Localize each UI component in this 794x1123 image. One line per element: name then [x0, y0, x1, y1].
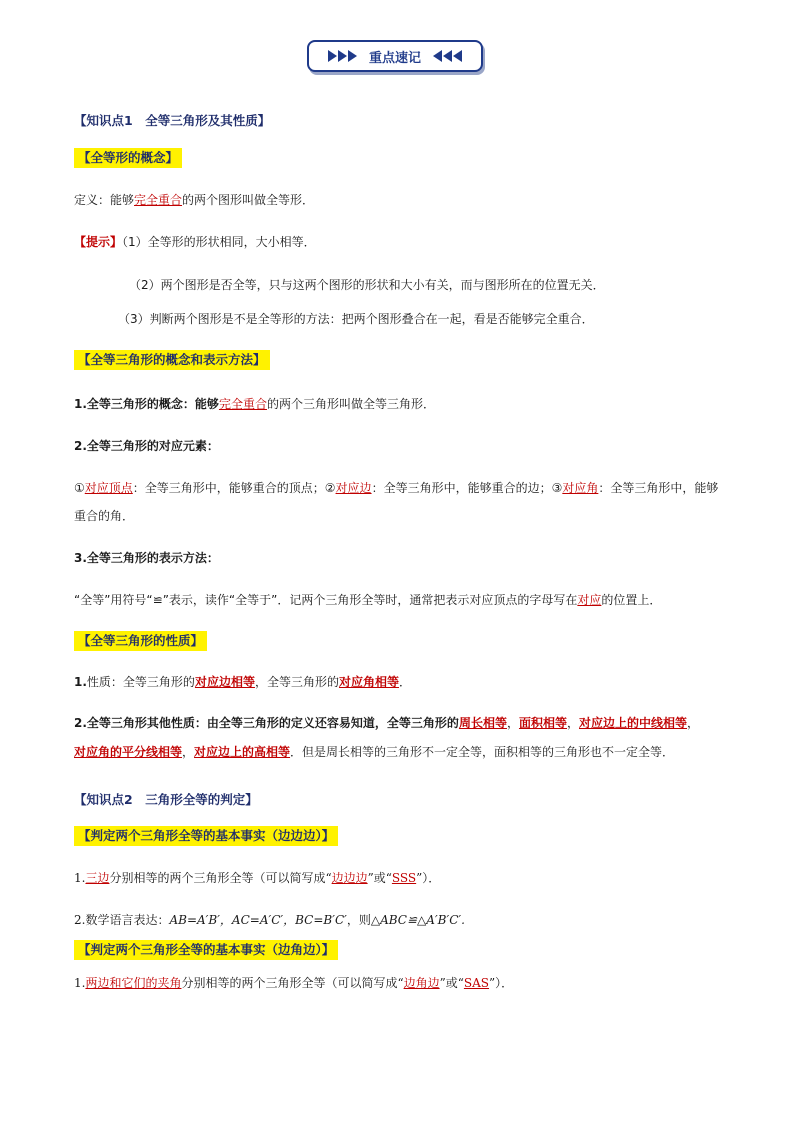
left-arrows-icon [433, 50, 462, 62]
definition-line: 定义：能够完全重合的两个图形叫做全等形． [74, 193, 315, 207]
tip-line-2: （2）两个图形是否全等，只与这两个图形的形状和大小有关，而与图形所在的位置无关． [129, 278, 605, 292]
heading-sas: 【判定两个三角形全等的基本事实（边角边）】 [74, 940, 338, 960]
other-properties-line: 2.全等三角形其他性质：由全等三角形的定义还容易知道，全等三角形的周长相等，面积相等，对应边上的中线相等， [74, 716, 700, 730]
banner-title: 重点速记 [368, 50, 421, 66]
heading-sss: 【判定两个三角形全等的基本事实（边边边）】 [74, 826, 338, 846]
tip-line-1: 【提示】（1）全等形的形状相同，大小相等． [74, 235, 316, 249]
heading-congruent-triangles-concept: 【全等三角形的概念和表示方法】 [74, 350, 270, 370]
sss-math-line: 2.数学语言表达：AB=A′B′，AC=A′C′，BC=B′C′，则△ABC≌△A′B′C′. [74, 913, 465, 927]
section-banner [307, 40, 483, 72]
corresponding-elements-line-cont: 重合的角． [74, 509, 135, 523]
sss-line: 1.三边分别相等的两个三角形全等（可以简写成“边边边”或“SSS”）． [74, 871, 441, 885]
triangle-concept-line: 1.全等三角形的概念：能够完全重合的两个三角形叫做全等三角形． [74, 397, 435, 411]
knowledge-point-1-title: 【知识点1 全等三角形及其性质】 [74, 113, 271, 128]
tip-label: 【提示】 [74, 235, 123, 249]
right-arrows-icon [328, 50, 357, 62]
heading-properties: 【全等三角形的性质】 [74, 631, 207, 651]
notation-title: 3.全等三角形的表示方法： [74, 551, 219, 565]
sas-line: 1.两边和它们的夹角分别相等的两个三角形全等（可以简写成“边角边”或“SAS”）． [74, 976, 514, 990]
corresponding-elements-line: ①对应顶点：全等三角形中，能够重合的顶点；②对应边：全等三角形中，能够重合的边；③对应角：全等三角形中，能够 [74, 481, 719, 495]
other-properties-line-cont: 对应角的平分线相等，对应边上的高相等．但是周长相等的三角形不一定全等，面积相等的三角形也不一定全等． [74, 745, 675, 759]
heading-congruent-figures: 【全等形的概念】 [74, 148, 182, 168]
knowledge-point-2-title: 【知识点2 三角形全等的判定】 [74, 792, 258, 807]
tip-line-3: （3）判断两个图形是不是全等形的方法：把两个图形叠合在一起，看是否能够完全重合． [118, 312, 594, 326]
notation-line: “全等”用符号“≌”表示，读作“全等于”．记两个三角形全等时，通常把表示对应顶点的字母写在对应的位置上． [74, 593, 662, 607]
properties-line: 1.性质：全等三角形的对应边相等，全等三角形的对应角相等． [74, 675, 411, 689]
corresponding-elements-title: 2.全等三角形的对应元素： [74, 439, 219, 453]
